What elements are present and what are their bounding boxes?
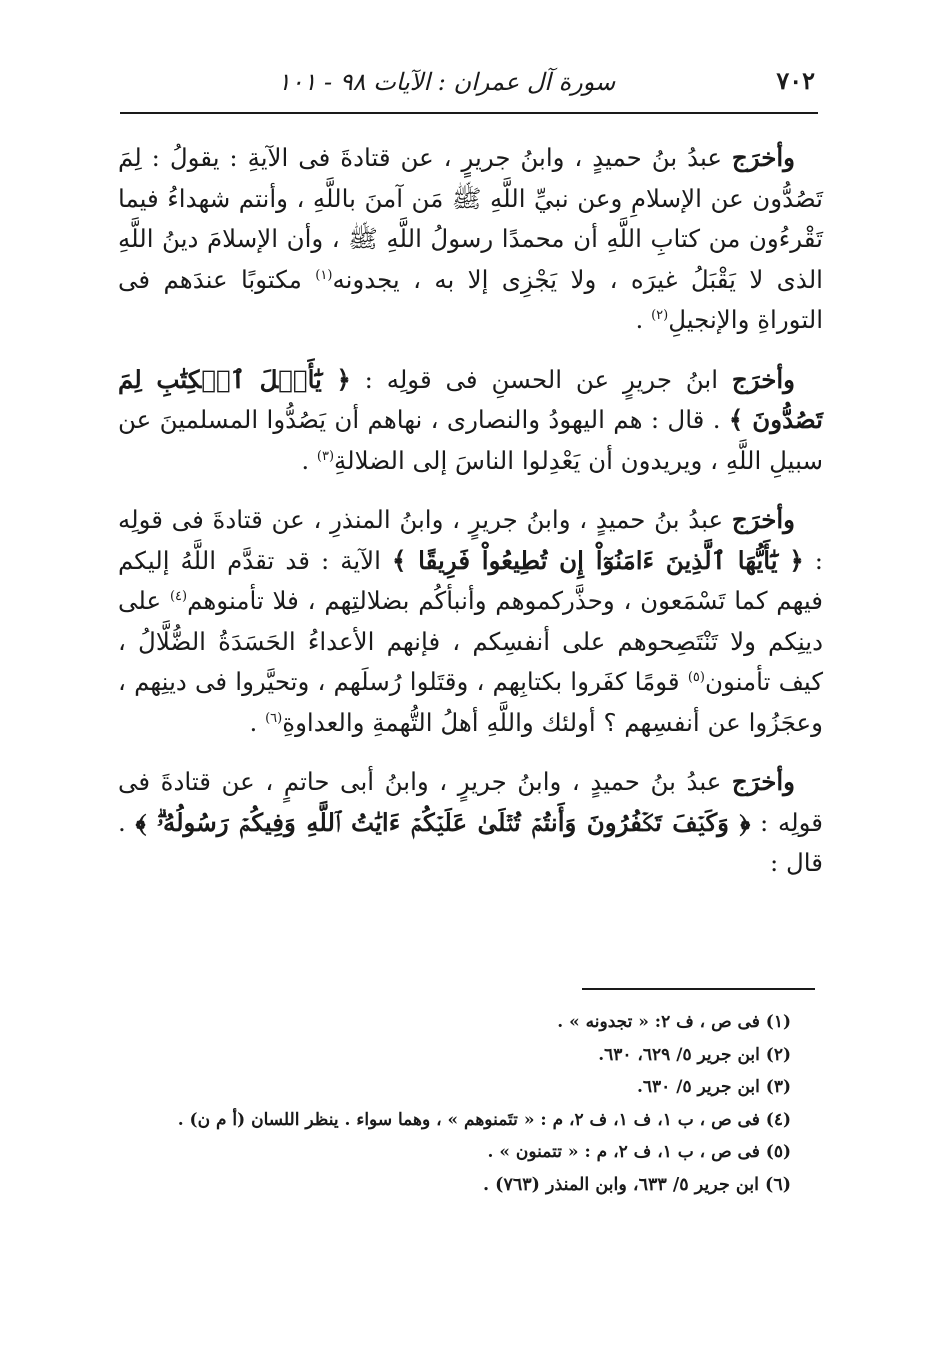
- paragraph-lead: وأخرَج: [731, 767, 795, 796]
- page-number: ٧٠٢: [776, 66, 815, 95]
- paragraph-text: عبدُ بنُ حميدٍ ، وابنُ جريرٍ ، عن قتادةَ فى الآيةِ : يقولُ : لِمَ تَصُدُّون عن الإسلامِ وعن نبيِّ اللَّهِ ﷺ مَن آمنَ باللَّهِ ، وأنتم شهداءُ فيما تَقْرءُون من كتابِ اللَّهِ أن محمدًا رسولُ اللَّهِ ﷺ ، وأن الإسلامَ دينُ اللَّهِ الذى لا يَقْبَلُ غيرَه ، ولا يَجْزِى إلا به ، يجدونه: [118, 143, 823, 294]
- paragraph-tail: .: [249, 707, 266, 737]
- quran-verse: ﴿ يَٰٓأَيُّهَا ٱلَّذِينَ ءَامَنُوٓاْ إِن تُطِيعُواْ فَرِيقًا ﴾: [392, 545, 804, 575]
- paragraph-tail: .: [635, 305, 652, 334]
- paragraph-text: قومًا كفَروا بكتابِهم ، وقتَلوا رُسلَهم ، وتحيَّروا فى دينِهم ، وعجَزُوا عن أنفسِهم ؟ أولئك واللَّهِ أهلُ التُّهمةِ والعداوةِ: [118, 667, 823, 737]
- paragraph-1: [118, 138, 823, 341]
- footnote-1: (١) فى ص ، ف ٢: « تجدونه » .: [557, 1012, 791, 1032]
- footnote-3: (٣) ابن جرير ٥/ ٦٣٠.: [637, 1077, 791, 1097]
- footnote-6: (٦) ابن جرير ٥/ ٦٣٣، وابن المنذر (٧٦٣) .: [482, 1174, 791, 1195]
- paragraph-text: مكتوبًا عندَهم فى التوراةِ والإنجيلِ: [118, 264, 823, 334]
- footnote-marker: (٢): [651, 307, 669, 323]
- footnote-marker: (٣): [316, 448, 335, 464]
- footnote-4: (٤) فى ص ، ب ١، ف ١، ف ٢، م : « تتَمنوهم » ، وهما سواء . ينظر اللسان (أ م ن) .: [177, 1109, 791, 1130]
- paragraph-tail: .: [301, 445, 317, 475]
- running-title: سورة آل عمران : الآيات ٩٨ - ١٠١: [277, 68, 616, 96]
- quran-verse: ﴿ وَكَيۡفَ تَكۡفُرُونَ وَأَنتُمۡ تُتۡلَىٰ عَلَيۡكُمۡ ءَايَٰتُ ٱللَّهِ وَفِيكُمۡ رَسُولُهُۥۗ ﴾: [135, 807, 751, 837]
- header-rule: [120, 112, 818, 114]
- paragraph-2: [118, 360, 823, 482]
- quran-verse: ﴿ يَٰٓأَهۡلَ ٱلۡكِتَٰبِ لِمَ تَصُدُّونَ ﴾: [118, 364, 823, 434]
- footnote-marker: (٥): [687, 669, 705, 685]
- paragraph-tail: . قال :: [118, 807, 823, 877]
- main-text: [118, 138, 823, 903]
- paragraph-text: على دينِكم ولا تَنْتَصِحوهم على أنفسِكم ، فإنهم الأعداءُ الحَسَدَةُ الضُّلَّالُ ، كيف تأمنون: [118, 586, 823, 696]
- paragraph-lead: وأخرَج: [731, 143, 795, 172]
- footnote-marker: (١): [315, 267, 333, 283]
- paragraph-text: . قال : هم اليهودُ والنصارى ، نهاهم أن يَصُدُّوا المسلمينَ عن سبيلِ اللَّهِ ، ويريدون أن يَعْدِلوا الناسَ إلى الضلالةِ: [118, 405, 823, 475]
- paragraph-text: عبدُ بنُ حميدٍ ، وابنُ جريرٍ ، وابنُ المنذرِ ، عن قتادةَ فى قولِه :: [118, 505, 824, 575]
- footnotes: [118, 1006, 791, 1201]
- paragraph-4: [118, 762, 823, 884]
- paragraph-lead: وأخرَج: [731, 505, 795, 534]
- footnote-rule: [582, 988, 815, 990]
- footnote-marker: (٦): [265, 710, 283, 726]
- footnote-2: (٢) ابن جرير ٥/ ٦٢٩، ٦٣٠.: [598, 1044, 791, 1065]
- paragraph-3: [118, 500, 823, 743]
- footnote-5: (٥) فى ص ، ب ١، ف ٢، م : « تتمنون » .: [487, 1142, 791, 1162]
- paragraph-text: ابنُ جريرٍ عن الحسنِ فى قولِه :: [350, 364, 732, 394]
- footnote-marker: (٤): [169, 588, 188, 604]
- paragraph-text: عبدُ بنُ حميدٍ ، وابنُ جريرٍ ، وابنُ أبى حاتمٍ ، عن قتادةَ فى قولِه :: [118, 767, 823, 837]
- paragraph-lead: وأخرَج: [731, 364, 796, 394]
- page-header: [118, 62, 815, 102]
- paragraph-text: الآية : قد تقدَّم اللَّهُ إليكم فيهم كما تَسْمَعون ، وحذَّركموهم وأنبأكُم بضلالتِهم ، فلا تأمنوهم: [118, 545, 823, 615]
